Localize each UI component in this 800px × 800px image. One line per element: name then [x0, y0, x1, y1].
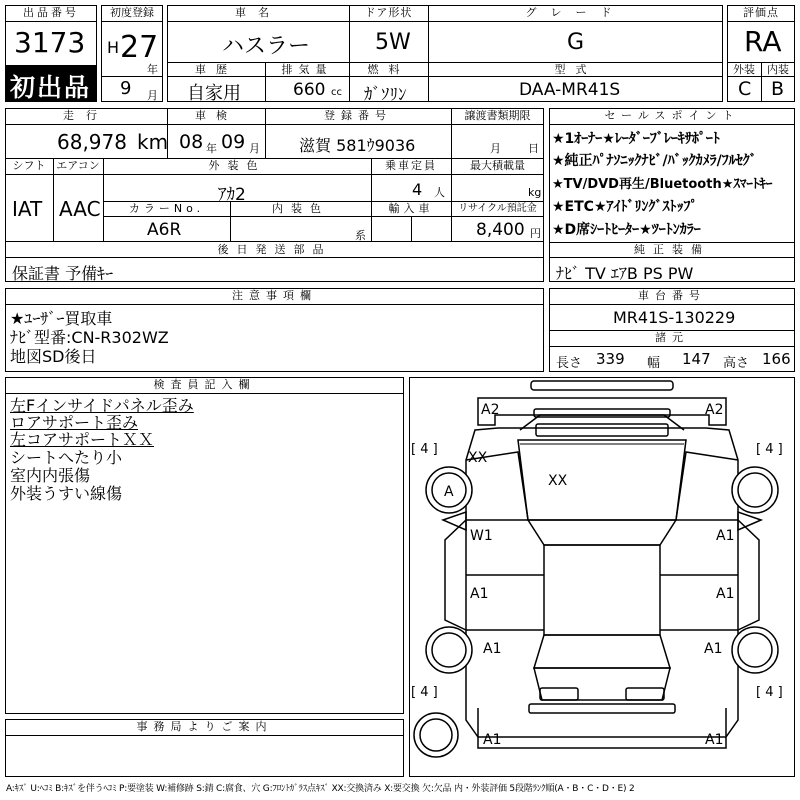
insp-month-unit: 月	[249, 142, 260, 155]
reg-label: 登録番号	[324, 109, 392, 122]
mark-front-left-fender: XX	[468, 450, 488, 466]
first-listing-text: 初出品	[10, 73, 92, 102]
mark-rear-right-door: A1	[716, 586, 735, 602]
sales-point-1: ★1ｵｰﾅｰ★ﾚｰﾀﾞｰﾌﾞﾚｰｷｻﾎﾟｰﾄ	[552, 131, 720, 147]
equipment-label: 純正装備	[634, 243, 710, 256]
inspector-label: 検査員記入欄	[153, 378, 256, 391]
capacity-label: 乗車定員	[385, 159, 437, 172]
mark-rear-left-fender: A1	[483, 641, 502, 657]
mileage-unit: km	[137, 130, 169, 154]
model-label: 型式	[554, 63, 597, 76]
color-label: 外装色	[208, 159, 266, 172]
recycle-label: リサイクル預託金	[458, 203, 537, 214]
car-name-label: 車名	[235, 6, 281, 19]
inspector-line-4: シートへたり小	[10, 448, 123, 467]
inspection-label: 車検	[195, 109, 237, 122]
inspector-line-1: 左Fインサイドパネル歪み	[10, 396, 194, 415]
mileage-label: 走行	[63, 109, 109, 122]
specs-label: 諸元	[655, 331, 689, 344]
height: 166	[762, 350, 791, 368]
fuel: ｶﾞｿﾘﾝ	[364, 85, 407, 105]
interior-color-label: 内装色	[272, 202, 329, 215]
caution-line-3: 地図SD後日	[10, 347, 97, 366]
score: RA	[744, 25, 782, 58]
mark-front-left-door: W1	[470, 528, 493, 544]
inspector-line-2: ロアサポート歪み	[10, 413, 139, 432]
height-label: 高さ	[723, 356, 750, 371]
mark-front-right-corner: A2	[705, 402, 724, 418]
month: 9	[120, 78, 132, 99]
year-unit: 年	[147, 63, 158, 76]
length-label: 長さ	[556, 356, 583, 371]
equipment: ﾅﾋﾞ TV ｴｱB PS PW	[556, 264, 694, 283]
reg-number: 滋賀 581ｳ9036	[299, 136, 416, 155]
history: 自家用	[187, 83, 241, 104]
recycle-unit: 円	[530, 227, 541, 240]
door-label: ドア形状	[364, 6, 413, 19]
era: H	[107, 38, 120, 57]
caution-label: 注意事項欄	[232, 289, 317, 302]
payload-label: 最大積載量	[470, 159, 525, 172]
shift: IAT	[12, 197, 43, 221]
int-label: 内装	[767, 63, 789, 76]
details-block	[5, 108, 544, 242]
ac: AAC	[59, 197, 101, 221]
width: 147	[682, 350, 711, 368]
mark-rear-right-corner: A1	[705, 732, 724, 748]
inspector-line-5: 室内内張傷	[10, 466, 91, 485]
int-grade: B	[771, 78, 785, 100]
mark-front-left-corner: A2	[481, 402, 500, 418]
ac-label: エアコン	[56, 159, 100, 172]
car-name: ハスラー	[222, 34, 311, 59]
car-diagram	[409, 377, 795, 777]
year: 27	[120, 30, 159, 65]
displacement-label: 排気量	[281, 63, 333, 76]
mileage: 68,978	[57, 130, 127, 154]
lot-number: 3173	[14, 26, 86, 59]
displacement: 660	[293, 80, 326, 100]
sales-point-3: ★TV/DVD再生/Bluetooth★ｽﾏｰﾄｷｰ	[552, 177, 773, 192]
tire-rl: [ 4 ]	[411, 685, 438, 700]
mark-front-right-door: A1	[716, 528, 735, 544]
shift-label: シフト	[12, 159, 46, 172]
payload-unit: kg	[528, 186, 542, 199]
insp-month: 09	[221, 131, 246, 153]
recycle: 8,400	[476, 220, 525, 240]
fuel-label: 燃料	[367, 63, 410, 76]
ext-grade: C	[738, 78, 752, 100]
color-no-label: カラーNo.	[128, 202, 205, 215]
caution-line-2: ﾅﾋﾞ型番:CN-R302WZ	[10, 328, 169, 347]
tire-rr: [ 4 ]	[756, 685, 783, 700]
sales-points-label: セールスポイント	[604, 109, 740, 122]
sales-point-2: ★純正ﾊﾟﾅｿﾆｯｸﾅﾋﾞ/ﾊﾞｯｸｶﾒﾗ/ﾌﾙｾｸﾞ	[552, 153, 757, 169]
first-reg-label: 初度登録	[110, 6, 154, 19]
caution-line-1: ★ﾕｰｻﾞｰ買取車	[10, 309, 113, 328]
sales-point-4: ★ETC★ｱｲﾄﾞﾘﾝｸﾞｽﾄｯﾌﾟ	[552, 199, 698, 215]
insp-year: 08	[179, 131, 204, 153]
inspector-line-6: 外装うすい線傷	[10, 484, 123, 503]
interior-color-unit: 系	[355, 229, 366, 242]
later-parts: 保証書 予備ｷｰ	[12, 264, 114, 283]
chassis-label: 車台番号	[638, 289, 706, 302]
history-label: 車歴	[195, 63, 237, 76]
displacement-unit: cc	[331, 87, 342, 98]
month-unit: 月	[147, 89, 158, 102]
inspector-line-3: 左コアサポートＸＸ	[10, 430, 155, 449]
color: ｱｶ2	[218, 185, 246, 205]
ext-label: 外装	[733, 63, 755, 76]
sales-point-5: ★D席ｼｰﾄﾋｰﾀｰ★ﾂｰﾄﾝｶﾗｰ	[552, 222, 701, 238]
mark-rear-left-door: A1	[470, 586, 489, 602]
lot-label: 出品番号	[23, 6, 79, 19]
mark-hood: XX	[548, 473, 568, 489]
capacity: 4	[412, 180, 423, 199]
mark-rear-right-fender: A1	[704, 641, 723, 657]
chassis-number: MR41S-130229	[613, 308, 736, 327]
door: 5W	[375, 30, 411, 55]
mark-front-left-wheel: A	[444, 484, 454, 500]
later-parts-label: 後日発送部品	[217, 243, 332, 256]
legend: A:ｷｽﾞ U:ﾍｺﾐ B:ｷｽﾞを伴うﾍｺﾐ P:要塗装 W:補修跡 S:錆 C:腐食、穴 G:ﾌﾛﾝﾄｶﾞﾗｽ点ｷｽﾞ XX:交換済み X:要交換 欠:欠品 内・外装評価 5段階ﾗﾝｸ順(A・B・C・D・E) 2	[6, 784, 635, 794]
import-label: 輸入車	[388, 202, 434, 215]
transfer-label: 譲渡書類期限	[464, 109, 531, 122]
transfer-month-unit: 月	[490, 142, 501, 155]
insp-year-unit: 年	[206, 142, 217, 155]
transfer-day-unit: 日	[528, 142, 539, 155]
length: 339	[596, 350, 625, 368]
mark-rear-left-corner: A1	[483, 732, 502, 748]
tire-fl: [ 4 ]	[411, 442, 438, 457]
tire-fr: [ 4 ]	[756, 442, 783, 457]
office-label: 事務局よりご案内	[136, 720, 273, 733]
grade: G	[567, 30, 585, 55]
grade-label: グレード	[525, 6, 626, 19]
capacity-unit: 人	[434, 186, 445, 199]
width-label: 幅	[647, 356, 661, 371]
model: DAA-MR41S	[519, 80, 621, 100]
color-no: A6R	[147, 220, 182, 240]
score-label: 評価点	[743, 6, 779, 19]
